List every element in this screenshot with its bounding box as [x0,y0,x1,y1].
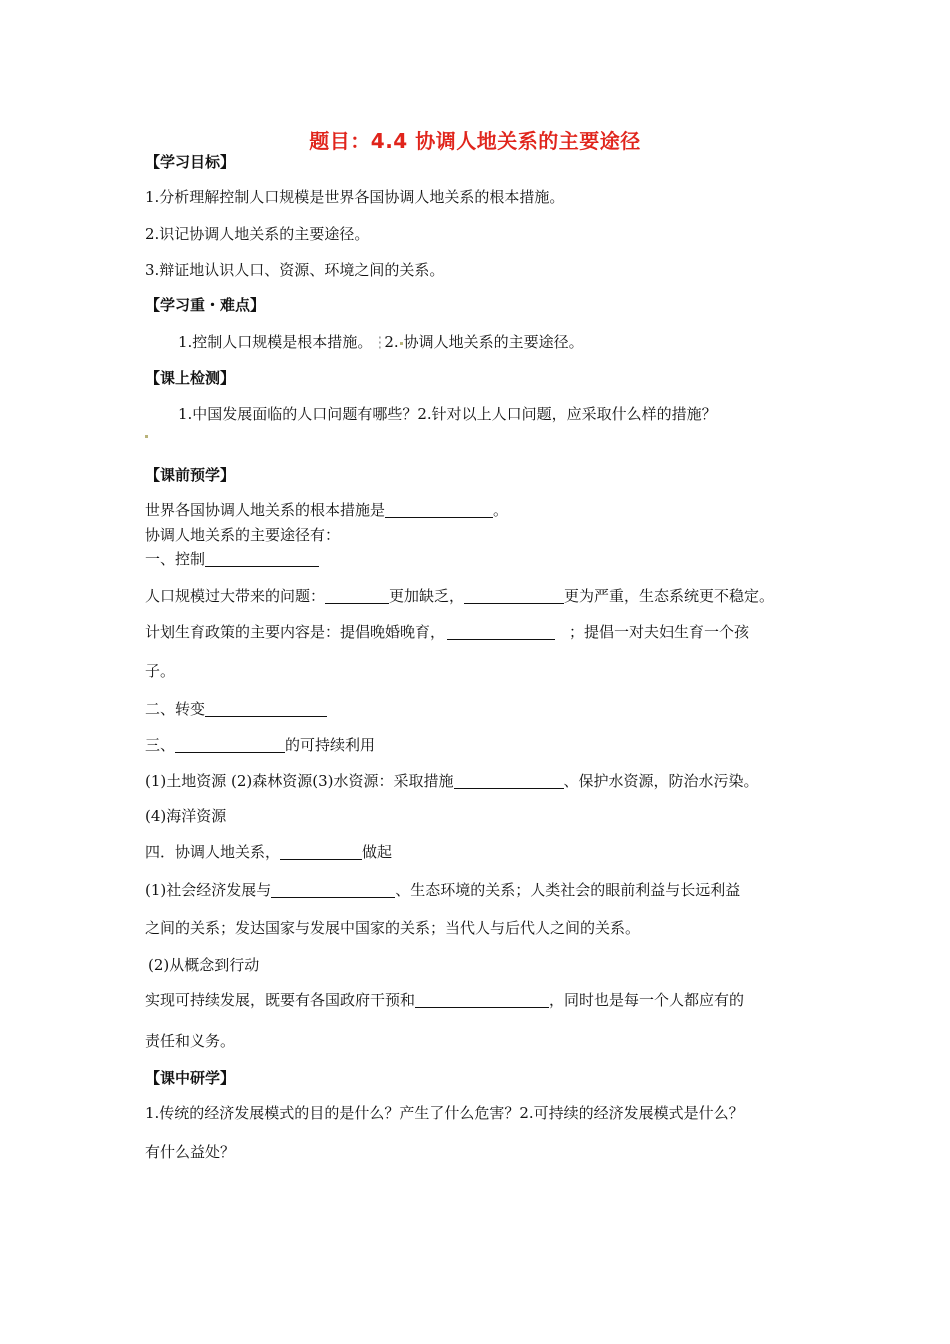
in-class-line-1 [145,1103,744,1123]
preview-text: ，同时也是每一个人都应有的 [549,991,745,1009]
preview-line-7 [145,699,327,719]
preview-text: 二、转变 [145,700,206,718]
preview-heading: 【课前预学】 [145,466,236,484]
objectives-heading: 【学习目标】 [145,153,236,171]
key-points-line [178,332,584,352]
stray-dot [400,342,403,345]
preview-text: 、保护水资源，防治水污染。 [563,772,759,790]
objective-item-3: 3.辩证地认识人口、资源、环境之间的关系。 [145,261,445,279]
fill-blank[interactable] [271,881,395,898]
preview-line-16: 责任和义务。 [145,1032,236,1050]
fill-blank[interactable] [454,772,564,789]
key-point-2: 协调人地关系的主要途径。 [403,333,584,351]
stray-dot [145,435,148,438]
preview-line-15 [145,990,744,1010]
fill-blank[interactable] [205,700,327,717]
separator-mark: ⋮ [372,333,388,351]
preview-text: 四．协调人地关系， [145,843,281,861]
preview-line-9 [145,771,759,791]
preview-text: 有各国政府干预和 [295,991,416,1009]
preview-line-1 [145,500,508,520]
class-check-question: 1.中国发展面临的人口问题有哪些？2.针对以上人口问题，应采取什么样的措施？ [178,405,717,423]
key-point-1: 1.控制人口规模是根本措施。 [178,333,373,351]
objective-item-2: 2.识记协调人地关系的主要途径。 [145,225,370,243]
fill-blank[interactable] [205,550,319,567]
fill-blank[interactable] [280,843,362,860]
fill-blank[interactable] [447,623,555,640]
preview-line-12 [145,880,740,900]
preview-text: 计划生育政策的主要内容是：提倡晚婚晚育， [145,623,446,641]
preview-text: 人口规模过大带来的问题： [145,587,326,605]
preview-line-2: 协调人地关系的主要途径有： [145,526,341,544]
preview-text: 做起 [362,843,393,861]
preview-text: 、生态环境的关系；人类社会的眼前利益与长远利益 [395,881,741,899]
preview-line-14: (2)从概念到行动 [148,956,260,974]
preview-text: 一、控制 [145,550,206,568]
in-class-heading: 【课中研学】 [145,1069,236,1087]
fill-blank[interactable] [415,991,549,1008]
preview-text: 更加缺乏， [389,587,465,605]
preview-text: 更为严重，生态系统更不稳定。 [564,587,775,605]
preview-line-5 [145,622,749,642]
preview-text: 世界各国协调人地关系的根本措施是 [145,501,386,519]
fill-blank[interactable] [464,587,564,604]
fill-blank[interactable] [385,501,493,518]
preview-line-13: 之间的关系；发达国家与发展中国家的关系；当代人与后代人之间的关系。 [145,919,641,937]
page-title: 题目：4.4 协调人地关系的主要途径 [309,129,641,153]
preview-line-3 [145,549,319,569]
preview-line-8 [145,735,375,755]
preview-line-10: (4)海洋资源 [145,807,227,825]
in-class-text: 1.传统的经济发展模式的目的是什么？产生了什么 [145,1104,475,1122]
preview-text: 的可持续利用 [285,736,376,754]
key-points-heading: 【学习重・难点】 [145,296,266,314]
preview-text: (1)土地资源 (2)森林资源(3)水资源：采取措施 [145,772,454,790]
class-check-heading: 【课上检测】 [145,369,236,387]
in-class-line-2: 有什么益处？ [145,1143,236,1161]
preview-text: 三、 [145,736,176,754]
objective-item-1: 1.分析理解控制人口规模是世界各国协调人地关系的根本措施。 [145,188,565,206]
preview-text: 实现可持续发展，既要 [145,991,296,1009]
fill-blank[interactable] [175,736,285,753]
preview-line-11 [145,842,392,862]
fill-blank[interactable] [325,587,389,604]
preview-text: (1)社会经济发展与 [145,881,272,899]
preview-line-6: 子。 [145,662,176,680]
preview-line-4 [145,586,774,606]
in-class-text: 危害？2.可持续的经济发展模式是什么？ [474,1104,744,1122]
key-point-2-number: 2. [384,333,399,351]
preview-text: 。 [493,501,509,519]
preview-text: ；提倡一对夫妇生育一个孩 [569,623,750,641]
